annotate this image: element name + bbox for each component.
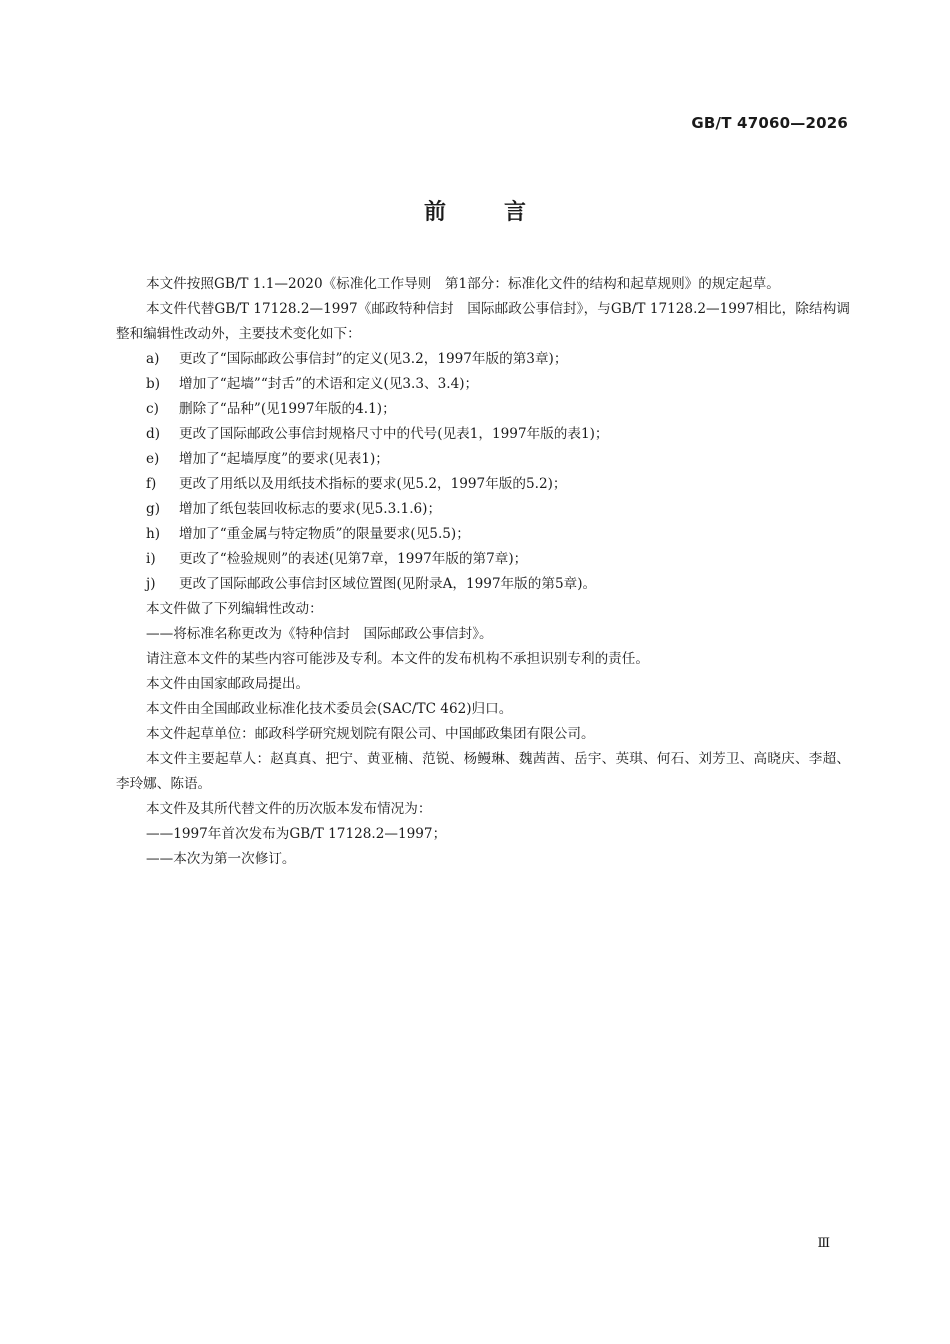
list-item [116,447,850,472]
list-item-text: 更改了国际邮政公事信封规格尺寸中的代号(见表1，1997年版的表1)； [179,426,609,442]
list-item [116,497,850,522]
list-item-mark: b) [146,376,161,392]
paragraph-history-intro: 本文件及其所代替文件的历次版本发布情况为： [146,801,432,817]
list-item-mark: c) [146,401,159,417]
list-item-text: 更改了“国际邮政公事信封”的定义(见3.2，1997年版的第3章)； [179,351,568,367]
list-item [116,347,850,372]
list-item [116,522,850,547]
list-item-mark: g) [146,501,161,517]
list-item-mark: e) [146,451,160,467]
list-item [116,547,850,572]
list-item [116,372,850,397]
paragraph-patent-notice: 请注意本文件的某些内容可能涉及专利。本文件的发布机构不承担识别专利的责任。 [146,651,649,667]
list-item-mark: h) [146,526,161,542]
paragraph-committee: 本文件由全国邮政业标准化技术委员会(SAC/TC 462)归口。 [146,701,513,717]
list-item-mark: a) [146,351,160,367]
list-item-text: 增加了“起墙”“封舌”的术语和定义(见3.3、3.4)； [179,376,479,392]
list-item-mark: f) [146,476,157,492]
page-number: Ⅲ [817,1236,830,1251]
list-item [116,472,850,497]
list-item-text: 增加了“起墙厚度”的要求(见表1)； [179,451,389,467]
list-item-text: 增加了“重金属与特定物质”的限量要求(见5.5)； [179,526,470,542]
list-item-text: 更改了国际邮政公事信封区域位置图(见附录A，1997年版的第5章)。 [179,576,597,592]
list-item-text: 增加了纸包装回收标志的要求(见5.3.1.6)； [179,501,442,517]
page-title: 前言 [423,200,584,225]
standard-code: GB/T 47060—2026 [691,114,848,132]
paragraph-drafting-units: 本文件起草单位：邮政科学研究规划院有限公司、中国邮政集团有限公司。 [146,726,595,742]
list-item [116,397,850,422]
paragraph-drafters: 本文件主要起草人：赵真真、把宁、黄亚楠、范锐、杨鳗琳、魏茜茜、岳宇、英琪、何石、刘芳卫、高晓庆、李超、李玲娜、陈语。 [116,751,850,792]
paragraph-replacement: 本文件代替GB/T 17128.2—1997《邮政特种信封 国际邮政公事信封》，与GB/T 17128.2—1997相比，除结构调整和编辑性改动外，主要技术变化如下： [116,301,850,342]
dash-item: ——本次为第一次修订。 [146,851,296,867]
list-item-mark: d) [146,426,161,442]
list-item-text: 更改了“检验规则”的表述(见第7章，1997年版的第7章)； [179,551,528,567]
paragraph-drafting-basis: 本文件按照GB/T 1.1—2020《标准化工作导则 第1部分：标准化文件的结构和起草规则》的规定起草。 [146,276,780,292]
dash-item: ——1997年首次发布为GB/T 17128.2—1997； [146,826,447,842]
paragraph-editorial-intro: 本文件做了下列编辑性改动： [146,601,323,617]
paragraph-proposer: 本文件由国家邮政局提出。 [146,676,310,692]
list-item-text: 删除了“品种”(见1997年版的4.1)； [179,401,396,417]
list-item [116,572,850,597]
dash-item: ——将标准名称更改为《特种信封 国际邮政公事信封》。 [146,626,493,642]
document-body [116,272,850,872]
list-item-mark: j) [146,576,156,592]
list-item-mark: i) [146,551,156,567]
list-item [116,422,850,447]
list-item-text: 更改了用纸以及用纸技术指标的要求(见5.2，1997年版的5.2)； [179,476,567,492]
